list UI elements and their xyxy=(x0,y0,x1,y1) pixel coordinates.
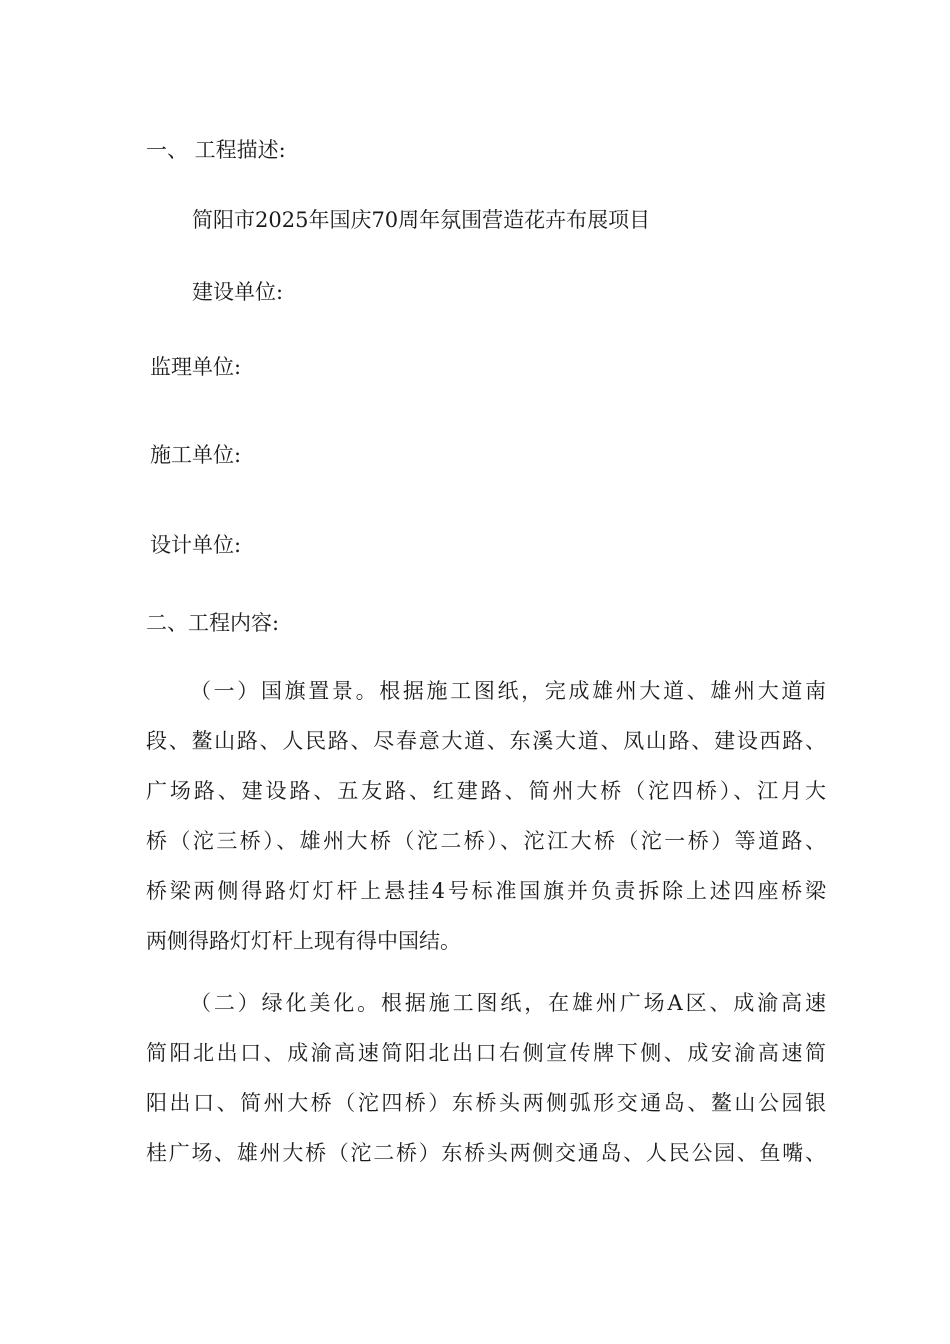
field-construction-unit: 建设单位: xyxy=(192,280,284,304)
section1-heading: 一、 工程描述: xyxy=(146,138,286,162)
paragraph2-line: 简阳北出口、成渝高速简阳北出口右侧宣传牌下侧、成安渝高速简 xyxy=(146,1041,826,1065)
project-name: 简阳市2025年国庆70周年氛围营造花卉布展项目 xyxy=(192,208,651,232)
paragraph1-line: （一）国旗置景。根据施工图纸，完成雄州大道、雄州大道南 xyxy=(190,679,826,703)
paragraph1-line: 两侧得路灯灯杆上现有得中国结。 xyxy=(146,929,461,953)
paragraph2-line: 桂广场、雄州大桥（沱二桥）东桥头两侧交通岛、人民公园、鱼嘴、 xyxy=(146,1141,826,1165)
paragraph1-line: 广场路、建设路、五友路、红建路、简州大桥（沱四桥）、江月大 xyxy=(146,779,826,803)
paragraph1-line: 段、鳌山路、人民路、尽春意大道、东溪大道、凤山路、建设西路、 xyxy=(146,729,826,753)
field-supervision-unit: 监理单位: xyxy=(150,355,242,379)
paragraph1-line: 桥（沱三桥）、雄州大桥（沱二桥）、沱江大桥（沱一桥）等道路、 xyxy=(146,829,826,853)
paragraph1-line: 桥梁两侧得路灯灯杆上悬挂4号标准国旗并负责拆除上述四座桥梁 xyxy=(146,879,826,903)
paragraph2-line: （二）绿化美化。根据施工图纸，在雄州广场A区、成渝高速 xyxy=(190,991,826,1015)
paragraph2-line: 阳出口、简州大桥（沱四桥）东桥头两侧弧形交通岛、鳌山公园银 xyxy=(146,1091,826,1115)
section2-heading: 二、工程内容: xyxy=(146,611,280,635)
field-contractor-unit: 施工单位: xyxy=(150,443,242,467)
field-design-unit: 设计单位: xyxy=(150,533,242,557)
